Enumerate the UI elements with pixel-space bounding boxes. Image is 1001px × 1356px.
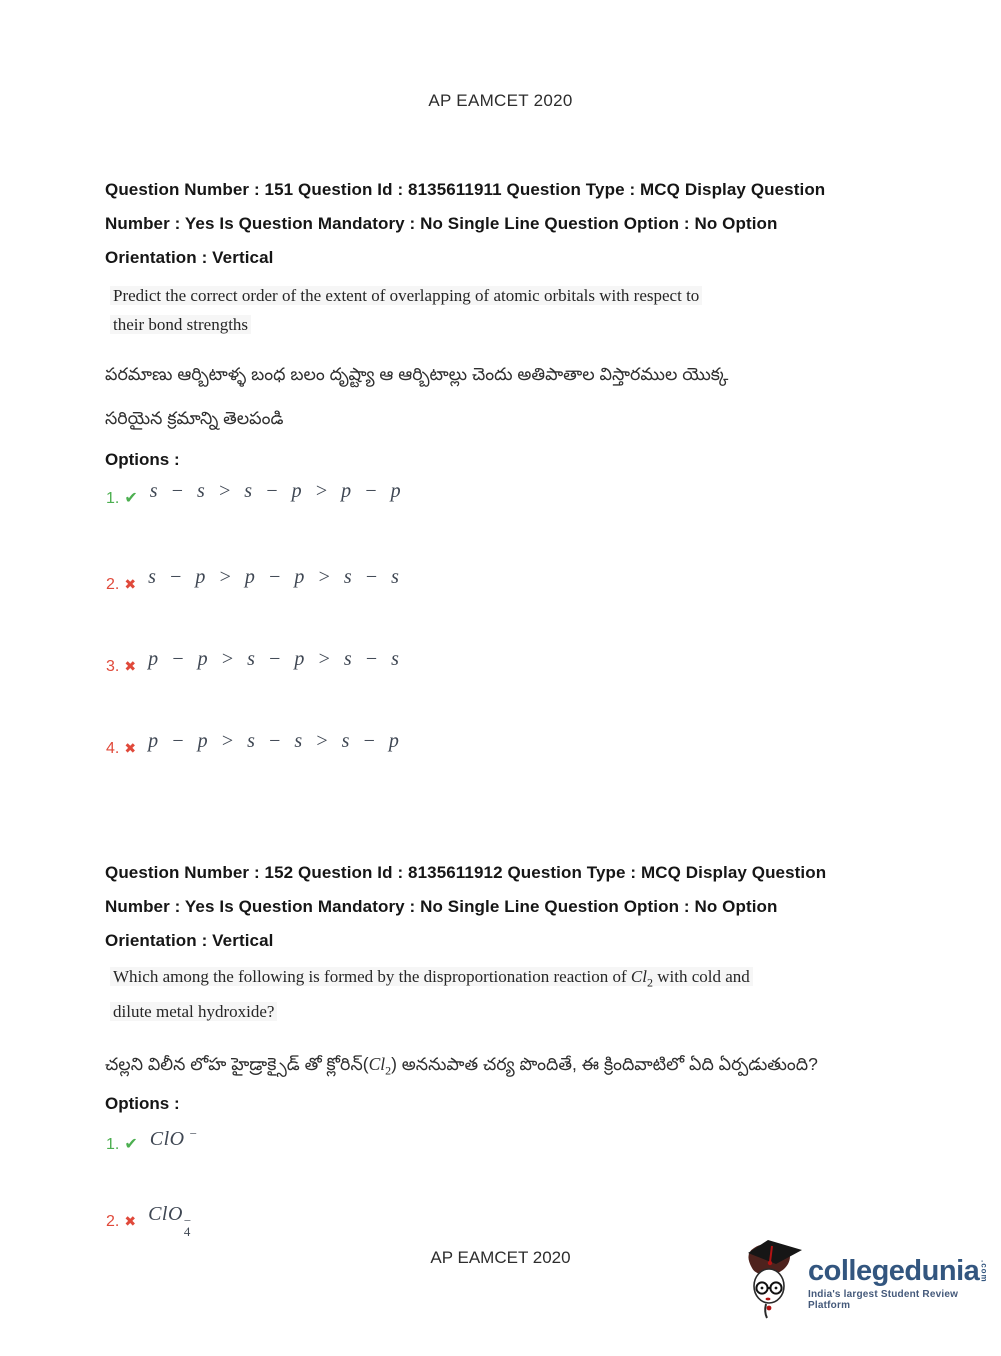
logo-text-block (808, 1256, 988, 1311)
metadata-line: Number : Yes Is Question Mandatory : No Single Line Question Option : No Option (105, 897, 778, 916)
metadata-line: Question Number : 151 Question Id : 8135611911 Question Type : MCQ Display Question (105, 180, 826, 199)
question-line: their bond strengths (110, 315, 251, 334)
option-row-1 (106, 480, 402, 507)
option-number: 2. (106, 576, 120, 593)
question-line: Which among the following is formed by the disproportionation reaction of (113, 967, 631, 986)
correct-check-icon: ✔ (124, 490, 138, 507)
metadata-line: Orientation : Vertical (105, 931, 274, 950)
option-row-1 (106, 1126, 197, 1151)
option-row-4 (106, 730, 400, 757)
question-152-metadata (105, 856, 915, 958)
question-151-text-english (110, 281, 702, 339)
page-footer-title: AP EAMCET 2020 (430, 1248, 571, 1267)
option-row-2 (106, 566, 400, 593)
brand-tagline: India's largest Student Review Platform (808, 1289, 959, 1311)
page-header-title: AP EAMCET 2020 (428, 91, 573, 110)
metadata-line: Number : Yes Is Question Mandatory : No Single Line Question Option : No Option (105, 214, 778, 233)
question-line: Predict the correct order of the extent of overlapping of atomic orbitals with respect to (110, 286, 702, 305)
option-formula: ClO − 4 (148, 1203, 192, 1239)
options-label: Options : (105, 450, 180, 469)
brand-name: collegedunia (808, 1255, 980, 1287)
option-number: 4. (106, 740, 120, 757)
options-label: Options : (105, 1094, 180, 1113)
option-row-2 (106, 1203, 192, 1237)
option-number: 1. (106, 490, 120, 507)
metadata-line: Orientation : Vertical (105, 248, 274, 267)
option-number: 2. (106, 1213, 120, 1230)
correct-check-icon: ✔ (124, 1136, 138, 1153)
incorrect-cross-icon: ✖ (124, 1213, 137, 1229)
incorrect-cross-icon: ✖ (124, 658, 137, 674)
option-formula: s − s > s − p > p − p (149, 480, 402, 502)
chem-formula-cl2: $Cl_2$ (630, 967, 653, 990)
chem-formula-cl2: $Cl_2$ (368, 1054, 392, 1078)
question-line-telugu: పరమాణు ఆర్బిటాళ్ళ బంధ బలం దృష్ట్యా ఆ ఆర్బిటాల్లు చెందు అతిపాతాల విస్తారముల యొక్క (105, 364, 729, 384)
question-line-telugu: చల్లని విలీన లోహ హైడ్రాక్సైడ్ తో $క్లోరిన్(Cl_2)$ అననుపాత చర్య పొందితే, ఈ క్రిందివాటిలో ఏది ఏర్పడుతుంది? (105, 1054, 818, 1078)
mascot-icon (742, 1238, 804, 1329)
question-152-text-telugu (105, 1042, 905, 1093)
question-151-text-telugu (105, 352, 905, 440)
option-formula: p − p > s − s > s − p (148, 730, 400, 752)
option-number: 3. (106, 658, 120, 675)
incorrect-cross-icon: ✖ (124, 576, 137, 592)
question-line: dilute metal hydroxide? (110, 1002, 277, 1021)
metadata-line: Question Number : 152 Question Id : 8135611912 Question Type : MCQ Display Question (105, 863, 827, 882)
brand-tld: .com (979, 1260, 989, 1283)
question-152-text-english: Which among the following is formed by the disproportionation reaction of $Cl_2$ with cold and dilute metal hydroxide? (110, 962, 753, 1026)
option-row-3 (106, 648, 400, 675)
option-formula: ClO − (149, 1126, 198, 1150)
question-151-metadata (105, 173, 915, 275)
option-formula: s − p > p − p > s − s (148, 566, 400, 588)
question-line-telugu: సరియైన క్రమాన్ని తెలపండి (105, 408, 284, 428)
collegedunia-logo (742, 1238, 989, 1329)
incorrect-cross-icon: ✖ (124, 740, 137, 756)
option-number: 1. (106, 1136, 120, 1153)
option-formula: p − p > s − p > s − s (148, 648, 400, 670)
